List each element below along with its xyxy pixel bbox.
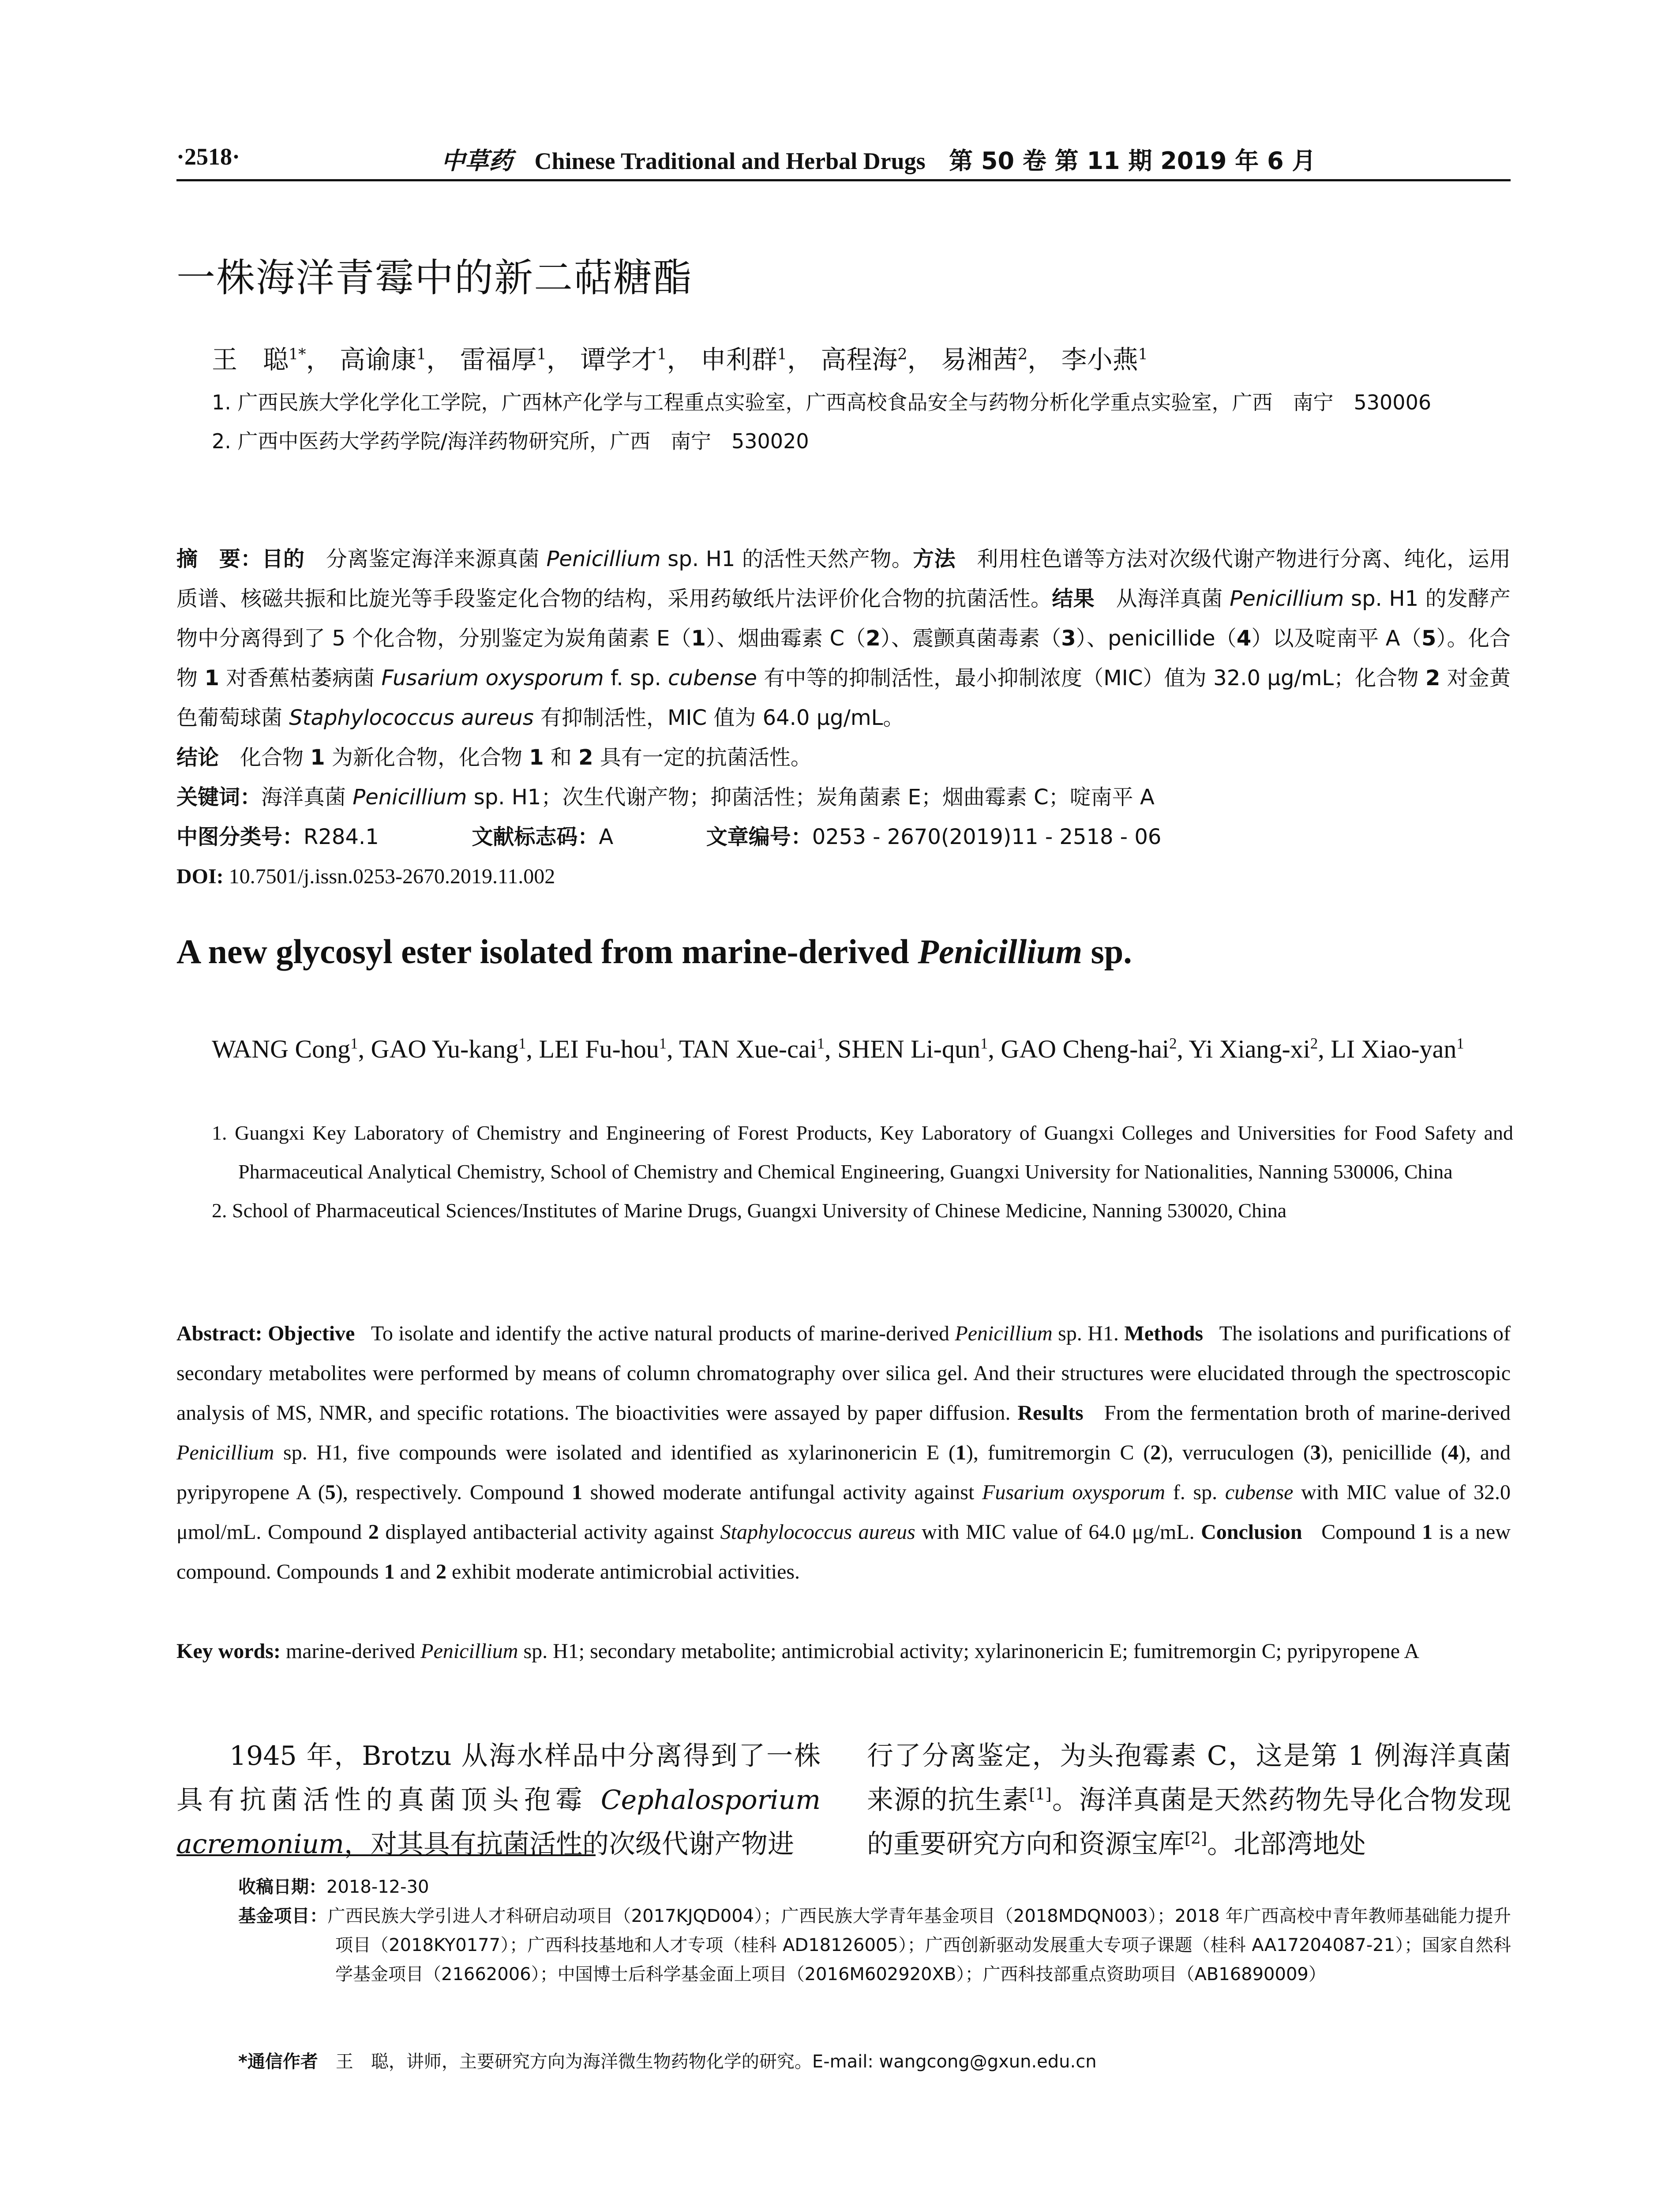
text: 。北部湾地处 bbox=[1207, 1829, 1366, 1860]
doi bbox=[176, 857, 555, 897]
text: From the fermentation broth of marine-derived bbox=[1104, 1401, 1511, 1425]
text: To isolate and identify the active natural products of marine-derived bbox=[371, 1322, 955, 1345]
author-cn: 谭学才 bbox=[580, 345, 657, 375]
author-sup: 1 bbox=[1138, 345, 1148, 364]
keywords-cn bbox=[176, 777, 1511, 817]
author-en: LI Xiao-yan bbox=[1331, 1035, 1457, 1063]
author-sup: 2 bbox=[897, 345, 908, 364]
text: The isolations and purifications of secondary metabolites were performed by means of column chromatography over silica gel. And their structures were elucidated through the spectroscopic analysis of MS, NMR, and specific rotations. The bioactivities were assayed by paper diffusion. bbox=[176, 1322, 1511, 1425]
abstract-cn bbox=[176, 539, 1511, 777]
authors-cn: 王 聪$^{1*}$， 高谕康$^1$， 雷福厚$^1$， 谭学才$^1$， 申利群$^1$， 高程海$^2$， 易湘茜$^2$， 李小燕$^1$ bbox=[212, 345, 1148, 375]
compound-num: 1 bbox=[384, 1560, 395, 1583]
text: 。海洋真菌是天然药物先导化合物发现的重要研究方向和资源宝库 bbox=[867, 1785, 1511, 1860]
doc-value: A bbox=[599, 825, 614, 849]
conclusion-label-en: Conclusion bbox=[1201, 1520, 1302, 1544]
author-sup: 1 bbox=[416, 345, 427, 364]
article-label: 文章编号： bbox=[706, 825, 812, 849]
species: cubense bbox=[1225, 1481, 1294, 1504]
text: ), penicillide ( bbox=[1320, 1441, 1448, 1464]
keywords-label-en: Key words: bbox=[176, 1639, 281, 1663]
received-label: 收稿日期： bbox=[238, 1877, 326, 1897]
compound-num: 4 bbox=[1448, 1441, 1459, 1464]
affiliations-cn bbox=[212, 383, 1511, 461]
author-sup: 1 bbox=[536, 345, 547, 364]
results-label-cn: 结果 bbox=[1052, 586, 1095, 611]
methods-label-cn: 方法 bbox=[913, 547, 956, 571]
author-sup: 2 bbox=[1017, 345, 1028, 364]
author-sup: 1 bbox=[980, 1035, 988, 1052]
text: showed moderate antifungal activity against bbox=[582, 1481, 982, 1504]
text: exhibit moderate antimicrobial activities. bbox=[446, 1560, 800, 1583]
journal-issue: 第 50 卷 第 11 期 2019 年 6 月 bbox=[949, 147, 1316, 175]
compound-num: 1 bbox=[571, 1481, 582, 1504]
species: Cephalosporium acremonium bbox=[176, 1785, 821, 1860]
author-sup: 1* bbox=[289, 345, 306, 364]
compound-num: 1 bbox=[204, 666, 219, 690]
keywords-en bbox=[176, 1632, 1511, 1671]
compound-num: 2 bbox=[578, 745, 593, 770]
text: ）。化合物 bbox=[176, 626, 1511, 690]
received-value: 2018-12-30 bbox=[326, 1877, 429, 1897]
genus: Penicillium bbox=[1230, 586, 1344, 611]
classification bbox=[176, 817, 1511, 857]
abstract-label-en: Abstract: bbox=[176, 1322, 262, 1345]
methods-label-en: Methods bbox=[1124, 1322, 1204, 1345]
author-cn: 高谕康 bbox=[340, 345, 417, 375]
compound-num: 3 bbox=[1061, 626, 1076, 651]
text: 和 bbox=[544, 745, 579, 770]
received-date bbox=[238, 1872, 429, 1902]
author-sup: 1 bbox=[657, 345, 667, 364]
author-sup: 2 bbox=[1310, 1035, 1318, 1052]
fund-value: 广西民族大学引进人才科研启动项目（2017KJQD004）；广西民族大学青年基金项目（2018MDQN003）；2018 年广西高校中青年教师基础能力提升项目（2018KY0177）；广西科技基地和人才专项（桂科 AD18126005）；广西创新驱动发展重大专项子课题（桂科 AA17204087-21）；国家自然科学基金项目（21662006）；中国博士后科学基金面上项目（2016M602920XB）；广西科技部重点资助项目（AB16890009） bbox=[327, 1906, 1511, 1985]
text: 对金黄色葡萄球菌 bbox=[176, 666, 1511, 730]
text: 从海洋真菌 bbox=[1116, 586, 1230, 611]
affiliation-en: 2. School of Pharmaceutical Sciences/Institutes of Marine Drugs, Guangxi University of Chinese Medicine, Nanning 530020, China bbox=[212, 1199, 1287, 1222]
text: 具有一定的抗菌活性。 bbox=[593, 745, 812, 770]
corr-label: *通信作者 bbox=[238, 2052, 318, 2072]
compound-num: 1 bbox=[529, 745, 544, 770]
text: and bbox=[394, 1560, 436, 1583]
compound-num: 1 bbox=[310, 745, 325, 770]
text: ), and pyripyropene A ( bbox=[176, 1441, 1511, 1504]
affiliation-en: 1. Guangxi Key Laboratory of Chemistry and Engineering of Forest Products, Key Laboratory of Guangxi Colleges and Universities for Food Safety and Pharmaceutical Analytical Chemistry, School of Chemistry and Chemical Engineering, Guangxi University for Nationalities, Nanning 530006, China bbox=[212, 1122, 1513, 1183]
text: ）以及啶南平 A（ bbox=[1251, 626, 1421, 651]
compound-num: 5 bbox=[325, 1481, 336, 1504]
species: Fusarium oxysporum bbox=[982, 1481, 1166, 1504]
keywords-label-cn: 关键词： bbox=[176, 785, 262, 810]
title-en bbox=[176, 932, 1132, 972]
results-label-en: Results bbox=[1017, 1401, 1084, 1425]
affiliation-cn: 1. 广西民族大学化学化工学院，广西林产化学与工程重点实验室，广西高校食品安全与药物分析化学重点实验室，广西 南宁 530006 bbox=[212, 390, 1432, 414]
text: sp. H1. bbox=[1052, 1322, 1119, 1345]
genus: Penicillium bbox=[546, 547, 661, 571]
species: Fusarium oxysporum bbox=[381, 666, 604, 690]
compound-num: 1 bbox=[691, 626, 706, 651]
text: with MIC value of 64.0 μg/mL. bbox=[915, 1520, 1195, 1544]
affiliation-cn: 2. 广西中医药大学药学院/海洋药物研究所，广西 南宁 530020 bbox=[212, 429, 809, 453]
text: ，对其具有抗菌活性的次级代谢产物进 bbox=[344, 1829, 794, 1860]
text: ), fumitremorgin C ( bbox=[966, 1441, 1151, 1464]
compound-num: 2 bbox=[435, 1560, 446, 1583]
author-sup: 1 bbox=[518, 1035, 526, 1052]
text: ）、震颤真菌毒素（ bbox=[880, 626, 1061, 651]
title-cn: 一株海洋青霉中的新二萜糖酯 bbox=[176, 255, 693, 300]
author-cn: 李小燕 bbox=[1061, 345, 1138, 375]
author-en: LEI Fu-hou bbox=[539, 1035, 659, 1063]
author-cn: 雷福厚 bbox=[460, 345, 537, 375]
author-cn: 王 聪 bbox=[212, 345, 289, 375]
objective-label-cn: 目的 bbox=[262, 547, 305, 571]
text: sp. H1 的发酵产物中分离得到了 5 个化合物，分别鉴定为炭角菌素 E（ bbox=[176, 586, 1511, 651]
page-number: ·2518· bbox=[176, 143, 240, 170]
abstract-label-cn: 摘 要： bbox=[176, 547, 262, 571]
author-sup: 1 bbox=[777, 345, 787, 364]
compound-num: 2 bbox=[866, 626, 881, 651]
text: 海洋真菌 bbox=[261, 785, 353, 810]
genus: Penicillium bbox=[420, 1639, 518, 1663]
clc-label: 中图分类号： bbox=[176, 825, 304, 849]
author-sup: 2 bbox=[1169, 1035, 1177, 1052]
objective-label-en: Objective bbox=[268, 1322, 355, 1345]
abstract-en bbox=[176, 1314, 1511, 1592]
doi-value[interactable]: 10.7501/j.issn.0253-2670.2019.11.002 bbox=[229, 865, 555, 888]
footnote-rule bbox=[176, 1854, 596, 1856]
text: A new glycosyl ester isolated from marine-derived bbox=[176, 932, 918, 971]
citation[interactable]: [1] bbox=[1029, 1786, 1052, 1804]
text: displayed antibacterial activity against bbox=[379, 1520, 720, 1544]
text: sp. H1; secondary metabolite; antimicrobial activity; xylarinonericin E; fumitremorgin C; pyripyropene A bbox=[518, 1639, 1420, 1663]
genus: Penicillium bbox=[176, 1441, 274, 1464]
author-cn: 高程海 bbox=[821, 345, 898, 375]
conclusion-label-cn: 结论 bbox=[176, 745, 219, 770]
article-value: 0253 - 2670(2019)11 - 2518 - 06 bbox=[812, 825, 1162, 849]
species: Staphylococcus aureus bbox=[720, 1520, 915, 1544]
body-column-left bbox=[176, 1734, 821, 1866]
authors-en: WANG Cong$^1$, GAO Yu-kang$^1$, LEI Fu-hou$^1$, TAN Xue-cai$^1$, SHEN Li-qun$^1$, GAO Cheng-hai$^2$, Yi Xiang-$xi^2$, LI Xiao-yan$^1$ bbox=[212, 1035, 1464, 1063]
species: cubense bbox=[668, 666, 757, 690]
text: ), respectively. Compound bbox=[335, 1481, 572, 1504]
text: sp. bbox=[1082, 932, 1132, 971]
text: sp. H1；次生代谢产物；抑菌活性；炭角菌素 E；烟曲霉素 C；啶南平 A bbox=[467, 785, 1155, 810]
journal-logo-cn: 中草药 bbox=[441, 146, 513, 175]
text: 分离鉴定海洋来源真菌 bbox=[326, 547, 547, 571]
author-en: GAO Cheng-hai bbox=[1001, 1035, 1170, 1063]
text: marine-derived bbox=[285, 1639, 421, 1663]
citation[interactable]: [2] bbox=[1185, 1830, 1207, 1848]
text: ), verruculogen ( bbox=[1161, 1441, 1310, 1464]
author-sup: 1 bbox=[659, 1035, 667, 1052]
fund-info bbox=[238, 1902, 1511, 1989]
body-column-right bbox=[867, 1734, 1511, 1866]
text: is a new compound. Compounds bbox=[176, 1520, 1511, 1583]
genus: Penicillium bbox=[352, 785, 467, 810]
compound-num: 2 bbox=[1150, 1441, 1161, 1464]
author-en: Yi Xiang-xi bbox=[1189, 1035, 1310, 1063]
journal-name-en: Chinese Traditional and Herbal Drugs bbox=[534, 148, 926, 174]
author-cn: 申利群 bbox=[700, 345, 777, 375]
clc-value: R284.1 bbox=[304, 825, 379, 849]
text: 1945 年，Brotzu 从海水样品中分离得到了一株具有抗菌活性的真菌顶头孢霉 bbox=[176, 1741, 821, 1816]
text: ）、烟曲霉素 C（ bbox=[706, 626, 866, 651]
genus: Penicillium bbox=[955, 1322, 1053, 1345]
doi-label: DOI: bbox=[176, 865, 224, 888]
author-sup: 1 bbox=[1456, 1035, 1464, 1052]
text: 有抑制活性，MIC 值为 64.0 μg/mL。 bbox=[533, 705, 904, 730]
doc-label: 文献标志码： bbox=[472, 825, 599, 849]
journal-line bbox=[441, 142, 1316, 176]
author-sup: 1 bbox=[350, 1035, 358, 1052]
text: 行了分离鉴定，为头孢霉素 C，这是第 1 例海洋真菌来源的抗生素 bbox=[867, 1741, 1511, 1816]
text: sp. H1 的活性天然产物。 bbox=[660, 547, 913, 571]
author-cn: 易湘茜 bbox=[941, 345, 1018, 375]
text: f. sp. bbox=[1165, 1481, 1225, 1504]
corr-value: 王 聪，讲师，主要研究方向为海洋微生物药物化学的研究。E-mail: wangcong@gxun.edu.cn bbox=[335, 2052, 1097, 2072]
text: f. sp. bbox=[604, 666, 668, 690]
compound-num: 5 bbox=[1421, 626, 1436, 651]
text: with MIC value of 32.0 μmol/mL. Compound bbox=[176, 1481, 1511, 1544]
compound-num: 2 bbox=[1425, 666, 1440, 690]
author-en: WANG Cong bbox=[212, 1035, 351, 1063]
compound-num: 1 bbox=[1422, 1520, 1433, 1544]
genus: Penicillium bbox=[918, 932, 1082, 971]
compound-num: 2 bbox=[368, 1520, 379, 1544]
author-en: TAN Xue-cai bbox=[679, 1035, 817, 1063]
species: Staphylococcus aureus bbox=[289, 705, 534, 730]
text: sp. H1, five compounds were isolated and identified as xylarinonericin E ( bbox=[274, 1441, 956, 1464]
compound-num: 4 bbox=[1236, 626, 1252, 651]
corresponding-author bbox=[238, 2047, 1097, 2076]
text: Compound bbox=[1321, 1520, 1422, 1544]
text: ）、penicillide（ bbox=[1076, 626, 1237, 651]
affiliations-en bbox=[212, 1114, 1513, 1230]
author-sup: 1 bbox=[817, 1035, 825, 1052]
fund-label: 基金项目： bbox=[238, 1906, 328, 1926]
author-en: SHEN Li-qun bbox=[837, 1035, 980, 1063]
compound-num: 3 bbox=[1310, 1441, 1321, 1464]
text: 有中等的抑制活性，最小抑制浓度（MIC）值为 32.0 μg/mL；化合物 bbox=[757, 666, 1425, 690]
text: 为新化合物，化合物 bbox=[325, 745, 529, 770]
text: 利用柱色谱等方法对次级代谢产物进行分离、纯化，运用质谱、核磁共振和比旋光等手段鉴定化合物的结构，采用药敏纸片法评价化合物的抗菌活性。 bbox=[176, 547, 1511, 611]
author-en: GAO Yu-kang bbox=[371, 1035, 519, 1063]
compound-num: 1 bbox=[955, 1441, 966, 1464]
running-header bbox=[176, 140, 1511, 181]
text: 化合物 bbox=[240, 745, 311, 770]
text: 对香蕉枯萎病菌 bbox=[219, 666, 382, 690]
